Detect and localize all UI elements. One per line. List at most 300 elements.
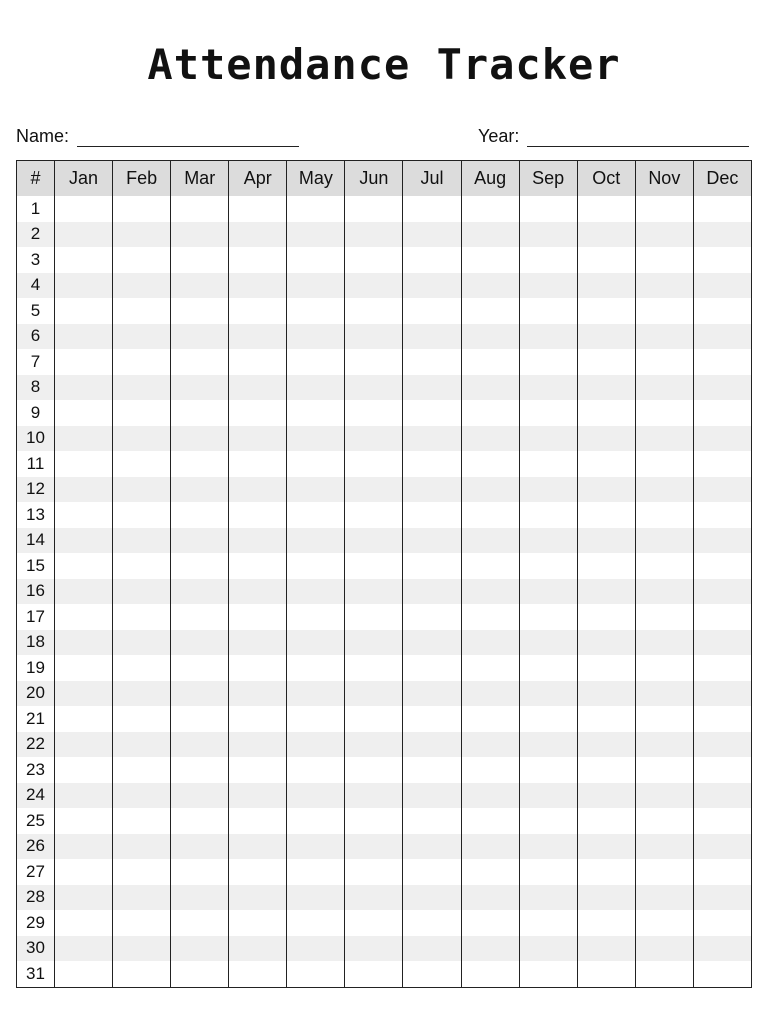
attendance-cell[interactable] [55, 502, 113, 528]
attendance-cell[interactable] [693, 910, 751, 936]
attendance-cell[interactable] [519, 885, 577, 911]
attendance-cell[interactable] [287, 961, 345, 987]
attendance-cell[interactable] [229, 910, 287, 936]
attendance-cell[interactable] [171, 579, 229, 605]
attendance-cell[interactable] [519, 961, 577, 987]
attendance-cell[interactable] [171, 706, 229, 732]
attendance-cell[interactable] [403, 247, 461, 273]
year-input-line[interactable] [527, 126, 749, 147]
attendance-cell[interactable] [577, 375, 635, 401]
attendance-cell[interactable] [693, 834, 751, 860]
attendance-cell[interactable] [403, 451, 461, 477]
attendance-cell[interactable] [403, 528, 461, 554]
attendance-cell[interactable] [519, 222, 577, 248]
attendance-cell[interactable] [577, 222, 635, 248]
attendance-cell[interactable] [55, 961, 113, 987]
attendance-cell[interactable] [519, 910, 577, 936]
attendance-cell[interactable] [55, 400, 113, 426]
attendance-cell[interactable] [345, 604, 403, 630]
attendance-cell[interactable] [577, 757, 635, 783]
attendance-cell[interactable] [461, 681, 519, 707]
attendance-cell[interactable] [577, 936, 635, 962]
attendance-cell[interactable] [287, 528, 345, 554]
attendance-cell[interactable] [519, 273, 577, 299]
attendance-cell[interactable] [693, 859, 751, 885]
attendance-cell[interactable] [693, 681, 751, 707]
attendance-cell[interactable] [229, 961, 287, 987]
attendance-cell[interactable] [519, 196, 577, 222]
attendance-cell[interactable] [113, 426, 171, 452]
attendance-cell[interactable] [577, 528, 635, 554]
attendance-cell[interactable] [229, 349, 287, 375]
attendance-cell[interactable] [229, 681, 287, 707]
attendance-cell[interactable] [229, 808, 287, 834]
attendance-cell[interactable] [693, 655, 751, 681]
attendance-cell[interactable] [345, 298, 403, 324]
attendance-cell[interactable] [113, 655, 171, 681]
attendance-cell[interactable] [55, 324, 113, 350]
attendance-cell[interactable] [635, 502, 693, 528]
attendance-cell[interactable] [403, 477, 461, 503]
attendance-cell[interactable] [113, 451, 171, 477]
attendance-cell[interactable] [693, 247, 751, 273]
attendance-cell[interactable] [577, 859, 635, 885]
attendance-cell[interactable] [461, 324, 519, 350]
attendance-cell[interactable] [171, 477, 229, 503]
attendance-cell[interactable] [519, 375, 577, 401]
attendance-cell[interactable] [229, 426, 287, 452]
attendance-cell[interactable] [171, 222, 229, 248]
attendance-cell[interactable] [55, 783, 113, 809]
attendance-cell[interactable] [287, 655, 345, 681]
attendance-cell[interactable] [55, 936, 113, 962]
attendance-cell[interactable] [403, 426, 461, 452]
attendance-cell[interactable] [693, 630, 751, 656]
attendance-cell[interactable] [171, 349, 229, 375]
attendance-cell[interactable] [113, 834, 171, 860]
attendance-cell[interactable] [229, 732, 287, 758]
attendance-cell[interactable] [345, 528, 403, 554]
attendance-cell[interactable] [693, 400, 751, 426]
attendance-cell[interactable] [461, 961, 519, 987]
attendance-cell[interactable] [229, 528, 287, 554]
attendance-cell[interactable] [693, 222, 751, 248]
attendance-cell[interactable] [171, 757, 229, 783]
attendance-cell[interactable] [229, 936, 287, 962]
attendance-cell[interactable] [113, 783, 171, 809]
attendance-cell[interactable] [287, 196, 345, 222]
attendance-cell[interactable] [55, 196, 113, 222]
attendance-cell[interactable] [287, 783, 345, 809]
attendance-cell[interactable] [55, 247, 113, 273]
attendance-cell[interactable] [577, 451, 635, 477]
attendance-cell[interactable] [693, 936, 751, 962]
attendance-cell[interactable] [635, 579, 693, 605]
attendance-cell[interactable] [403, 834, 461, 860]
attendance-cell[interactable] [287, 324, 345, 350]
attendance-cell[interactable] [461, 247, 519, 273]
attendance-cell[interactable] [113, 681, 171, 707]
attendance-cell[interactable] [229, 400, 287, 426]
attendance-cell[interactable] [287, 502, 345, 528]
attendance-cell[interactable] [519, 630, 577, 656]
attendance-cell[interactable] [171, 604, 229, 630]
attendance-cell[interactable] [287, 910, 345, 936]
attendance-cell[interactable] [693, 961, 751, 987]
attendance-cell[interactable] [635, 732, 693, 758]
attendance-cell[interactable] [577, 681, 635, 707]
attendance-cell[interactable] [519, 247, 577, 273]
attendance-cell[interactable] [635, 630, 693, 656]
attendance-cell[interactable] [287, 273, 345, 299]
attendance-cell[interactable] [403, 273, 461, 299]
attendance-cell[interactable] [577, 706, 635, 732]
attendance-cell[interactable] [577, 298, 635, 324]
attendance-cell[interactable] [287, 477, 345, 503]
attendance-cell[interactable] [171, 655, 229, 681]
attendance-cell[interactable] [577, 808, 635, 834]
attendance-cell[interactable] [461, 579, 519, 605]
attendance-cell[interactable] [693, 808, 751, 834]
attendance-cell[interactable] [577, 273, 635, 299]
attendance-cell[interactable] [113, 324, 171, 350]
attendance-cell[interactable] [635, 298, 693, 324]
attendance-cell[interactable] [635, 681, 693, 707]
attendance-cell[interactable] [345, 859, 403, 885]
attendance-cell[interactable] [345, 834, 403, 860]
attendance-cell[interactable] [461, 349, 519, 375]
attendance-cell[interactable] [113, 706, 171, 732]
attendance-cell[interactable] [635, 808, 693, 834]
attendance-cell[interactable] [229, 502, 287, 528]
attendance-cell[interactable] [693, 273, 751, 299]
attendance-cell[interactable] [229, 859, 287, 885]
attendance-cell[interactable] [171, 426, 229, 452]
attendance-cell[interactable] [113, 604, 171, 630]
attendance-cell[interactable] [461, 936, 519, 962]
attendance-cell[interactable] [229, 324, 287, 350]
attendance-cell[interactable] [635, 655, 693, 681]
attendance-cell[interactable] [577, 655, 635, 681]
attendance-cell[interactable] [113, 910, 171, 936]
attendance-cell[interactable] [287, 808, 345, 834]
attendance-cell[interactable] [635, 349, 693, 375]
attendance-cell[interactable] [229, 553, 287, 579]
attendance-cell[interactable] [693, 451, 751, 477]
attendance-cell[interactable] [113, 375, 171, 401]
attendance-cell[interactable] [635, 961, 693, 987]
attendance-cell[interactable] [403, 375, 461, 401]
attendance-cell[interactable] [287, 859, 345, 885]
attendance-cell[interactable] [635, 477, 693, 503]
attendance-cell[interactable] [635, 604, 693, 630]
attendance-cell[interactable] [55, 885, 113, 911]
attendance-cell[interactable] [461, 528, 519, 554]
attendance-cell[interactable] [171, 247, 229, 273]
attendance-cell[interactable] [55, 604, 113, 630]
attendance-cell[interactable] [519, 808, 577, 834]
attendance-cell[interactable] [461, 630, 519, 656]
attendance-cell[interactable] [171, 528, 229, 554]
attendance-cell[interactable] [229, 706, 287, 732]
attendance-cell[interactable] [113, 477, 171, 503]
attendance-cell[interactable] [519, 553, 577, 579]
attendance-cell[interactable] [287, 426, 345, 452]
attendance-cell[interactable] [403, 196, 461, 222]
attendance-cell[interactable] [577, 732, 635, 758]
attendance-cell[interactable] [635, 936, 693, 962]
attendance-cell[interactable] [519, 936, 577, 962]
attendance-cell[interactable] [403, 630, 461, 656]
attendance-cell[interactable] [55, 298, 113, 324]
attendance-cell[interactable] [113, 196, 171, 222]
attendance-cell[interactable] [229, 579, 287, 605]
attendance-cell[interactable] [55, 859, 113, 885]
attendance-cell[interactable] [345, 706, 403, 732]
attendance-cell[interactable] [345, 553, 403, 579]
attendance-cell[interactable] [229, 298, 287, 324]
attendance-cell[interactable] [403, 885, 461, 911]
attendance-cell[interactable] [171, 808, 229, 834]
attendance-cell[interactable] [287, 757, 345, 783]
attendance-cell[interactable] [635, 247, 693, 273]
attendance-cell[interactable] [635, 783, 693, 809]
attendance-cell[interactable] [403, 936, 461, 962]
attendance-cell[interactable] [113, 298, 171, 324]
attendance-cell[interactable] [287, 400, 345, 426]
attendance-cell[interactable] [403, 859, 461, 885]
attendance-cell[interactable] [55, 757, 113, 783]
attendance-cell[interactable] [287, 936, 345, 962]
attendance-cell[interactable] [461, 859, 519, 885]
attendance-cell[interactable] [461, 502, 519, 528]
attendance-cell[interactable] [693, 783, 751, 809]
attendance-cell[interactable] [693, 706, 751, 732]
attendance-cell[interactable] [345, 783, 403, 809]
attendance-cell[interactable] [113, 553, 171, 579]
attendance-cell[interactable] [345, 375, 403, 401]
attendance-cell[interactable] [229, 630, 287, 656]
attendance-cell[interactable] [287, 834, 345, 860]
attendance-cell[interactable] [345, 196, 403, 222]
attendance-cell[interactable] [171, 502, 229, 528]
attendance-cell[interactable] [229, 477, 287, 503]
attendance-cell[interactable] [693, 375, 751, 401]
attendance-cell[interactable] [519, 349, 577, 375]
attendance-cell[interactable] [55, 477, 113, 503]
attendance-cell[interactable] [461, 477, 519, 503]
attendance-cell[interactable] [403, 579, 461, 605]
attendance-cell[interactable] [171, 630, 229, 656]
attendance-cell[interactable] [171, 400, 229, 426]
attendance-cell[interactable] [55, 528, 113, 554]
attendance-cell[interactable] [403, 298, 461, 324]
attendance-cell[interactable] [693, 553, 751, 579]
attendance-cell[interactable] [113, 273, 171, 299]
attendance-cell[interactable] [403, 757, 461, 783]
attendance-cell[interactable] [461, 655, 519, 681]
attendance-cell[interactable] [55, 910, 113, 936]
attendance-cell[interactable] [635, 706, 693, 732]
attendance-cell[interactable] [113, 349, 171, 375]
attendance-cell[interactable] [171, 553, 229, 579]
attendance-cell[interactable] [345, 426, 403, 452]
attendance-cell[interactable] [55, 706, 113, 732]
attendance-cell[interactable] [345, 936, 403, 962]
attendance-cell[interactable] [287, 247, 345, 273]
attendance-cell[interactable] [171, 961, 229, 987]
attendance-cell[interactable] [519, 655, 577, 681]
attendance-cell[interactable] [113, 808, 171, 834]
attendance-cell[interactable] [577, 477, 635, 503]
attendance-cell[interactable] [229, 655, 287, 681]
attendance-cell[interactable] [345, 579, 403, 605]
attendance-cell[interactable] [635, 400, 693, 426]
attendance-cell[interactable] [345, 247, 403, 273]
attendance-cell[interactable] [113, 961, 171, 987]
attendance-cell[interactable] [403, 681, 461, 707]
attendance-cell[interactable] [693, 324, 751, 350]
attendance-cell[interactable] [519, 502, 577, 528]
attendance-cell[interactable] [519, 579, 577, 605]
attendance-cell[interactable] [229, 604, 287, 630]
attendance-cell[interactable] [635, 324, 693, 350]
attendance-cell[interactable] [693, 196, 751, 222]
attendance-cell[interactable] [577, 400, 635, 426]
attendance-cell[interactable] [577, 579, 635, 605]
attendance-cell[interactable] [519, 604, 577, 630]
attendance-cell[interactable] [229, 451, 287, 477]
attendance-cell[interactable] [635, 885, 693, 911]
attendance-cell[interactable] [287, 706, 345, 732]
attendance-cell[interactable] [171, 732, 229, 758]
attendance-cell[interactable] [577, 247, 635, 273]
attendance-cell[interactable] [461, 426, 519, 452]
attendance-cell[interactable] [287, 451, 345, 477]
attendance-cell[interactable] [635, 910, 693, 936]
attendance-cell[interactable] [171, 273, 229, 299]
attendance-cell[interactable] [171, 834, 229, 860]
attendance-cell[interactable] [461, 732, 519, 758]
attendance-cell[interactable] [461, 400, 519, 426]
attendance-cell[interactable] [519, 834, 577, 860]
attendance-cell[interactable] [113, 528, 171, 554]
attendance-cell[interactable] [113, 579, 171, 605]
attendance-cell[interactable] [345, 910, 403, 936]
attendance-cell[interactable] [345, 961, 403, 987]
attendance-cell[interactable] [345, 222, 403, 248]
attendance-cell[interactable] [55, 732, 113, 758]
attendance-cell[interactable] [519, 477, 577, 503]
attendance-cell[interactable] [693, 477, 751, 503]
attendance-cell[interactable] [229, 757, 287, 783]
attendance-cell[interactable] [113, 247, 171, 273]
attendance-cell[interactable] [345, 502, 403, 528]
attendance-cell[interactable] [461, 885, 519, 911]
attendance-cell[interactable] [171, 324, 229, 350]
attendance-cell[interactable] [693, 757, 751, 783]
attendance-cell[interactable] [113, 630, 171, 656]
attendance-cell[interactable] [287, 298, 345, 324]
attendance-cell[interactable] [461, 706, 519, 732]
attendance-cell[interactable] [171, 936, 229, 962]
attendance-cell[interactable] [461, 451, 519, 477]
attendance-cell[interactable] [403, 324, 461, 350]
attendance-cell[interactable] [403, 808, 461, 834]
attendance-cell[interactable] [55, 655, 113, 681]
attendance-cell[interactable] [461, 757, 519, 783]
attendance-cell[interactable] [635, 196, 693, 222]
attendance-cell[interactable] [171, 859, 229, 885]
attendance-cell[interactable] [113, 757, 171, 783]
attendance-cell[interactable] [229, 273, 287, 299]
attendance-cell[interactable] [519, 757, 577, 783]
attendance-cell[interactable] [403, 961, 461, 987]
attendance-cell[interactable] [519, 783, 577, 809]
attendance-cell[interactable] [519, 681, 577, 707]
attendance-cell[interactable] [577, 961, 635, 987]
attendance-cell[interactable] [519, 732, 577, 758]
attendance-cell[interactable] [403, 655, 461, 681]
attendance-cell[interactable] [345, 681, 403, 707]
attendance-cell[interactable] [461, 222, 519, 248]
attendance-cell[interactable] [461, 604, 519, 630]
attendance-cell[interactable] [635, 375, 693, 401]
attendance-cell[interactable] [287, 630, 345, 656]
attendance-cell[interactable] [171, 783, 229, 809]
attendance-cell[interactable] [519, 706, 577, 732]
attendance-cell[interactable] [519, 859, 577, 885]
attendance-cell[interactable] [519, 298, 577, 324]
attendance-cell[interactable] [635, 528, 693, 554]
attendance-cell[interactable] [693, 298, 751, 324]
attendance-cell[interactable] [403, 732, 461, 758]
attendance-cell[interactable] [519, 451, 577, 477]
attendance-cell[interactable] [403, 553, 461, 579]
attendance-cell[interactable] [635, 222, 693, 248]
attendance-cell[interactable] [345, 349, 403, 375]
attendance-cell[interactable] [693, 502, 751, 528]
attendance-cell[interactable] [635, 273, 693, 299]
attendance-cell[interactable] [229, 783, 287, 809]
attendance-cell[interactable] [345, 757, 403, 783]
attendance-cell[interactable] [345, 451, 403, 477]
attendance-cell[interactable] [635, 451, 693, 477]
attendance-cell[interactable] [577, 604, 635, 630]
attendance-cell[interactable] [287, 553, 345, 579]
attendance-cell[interactable] [693, 579, 751, 605]
attendance-cell[interactable] [229, 375, 287, 401]
attendance-cell[interactable] [345, 400, 403, 426]
attendance-cell[interactable] [345, 477, 403, 503]
attendance-cell[interactable] [55, 630, 113, 656]
attendance-cell[interactable] [113, 732, 171, 758]
attendance-cell[interactable] [693, 426, 751, 452]
attendance-cell[interactable] [55, 349, 113, 375]
attendance-cell[interactable] [403, 349, 461, 375]
attendance-cell[interactable] [693, 604, 751, 630]
attendance-cell[interactable] [345, 808, 403, 834]
attendance-cell[interactable] [171, 298, 229, 324]
attendance-cell[interactable] [403, 222, 461, 248]
attendance-cell[interactable] [577, 196, 635, 222]
attendance-cell[interactable] [55, 834, 113, 860]
attendance-cell[interactable] [635, 757, 693, 783]
attendance-cell[interactable] [345, 324, 403, 350]
attendance-cell[interactable] [461, 834, 519, 860]
attendance-cell[interactable] [229, 885, 287, 911]
attendance-cell[interactable] [577, 324, 635, 350]
